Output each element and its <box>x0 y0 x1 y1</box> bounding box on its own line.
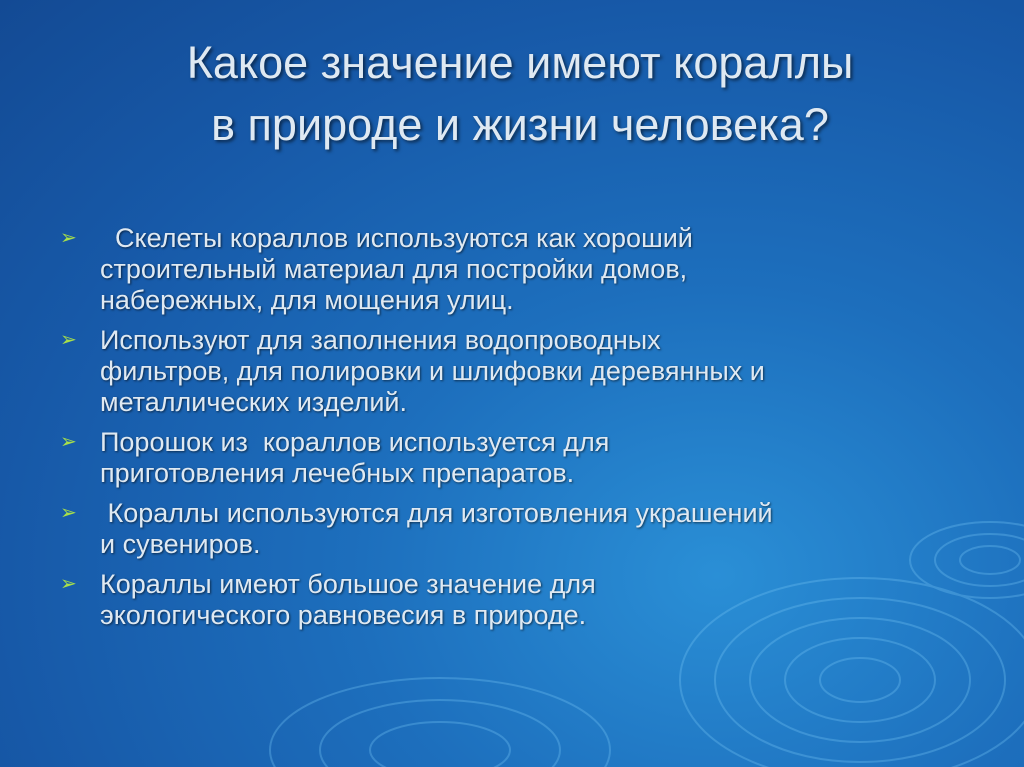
bullet-line: и сувениров. <box>100 529 261 559</box>
bullet-list <box>60 223 980 640</box>
slide-title <box>60 32 980 156</box>
bullet-item <box>60 325 980 418</box>
bullet-line: экологического равновесия в природе. <box>100 600 587 630</box>
arrow-bullet-icon: ➢ <box>60 329 77 351</box>
bullet-line: набережных, для мощения улиц. <box>100 285 514 315</box>
bullet-item <box>60 569 980 631</box>
arrow-bullet-icon: ➢ <box>60 431 77 453</box>
bullet-line: строительный материал для постройки домов, <box>100 254 688 284</box>
bullet-line: Скелеты кораллов используются как хороший <box>100 223 693 253</box>
bullet-item <box>60 498 980 560</box>
bullet-item <box>60 223 980 316</box>
arrow-bullet-icon: ➢ <box>60 227 77 249</box>
arrow-bullet-icon: ➢ <box>60 502 77 524</box>
bullet-line: Кораллы используются для изготовления украшений <box>100 498 773 528</box>
bullet-line: фильтров, для полировки и шлифовки деревянных и <box>100 356 765 386</box>
bullet-line: металлических изделий. <box>100 387 407 417</box>
bullet-line: приготовления лечебных препаратов. <box>100 458 575 488</box>
slide-title-line-2: в природе и жизни человека? <box>211 99 829 150</box>
bullet-line: Используют для заполнения водопроводных <box>100 325 661 355</box>
arrow-bullet-icon: ➢ <box>60 573 77 595</box>
slide-title-line-1: Какое значение имеют кораллы <box>186 37 854 88</box>
bullet-line: Порошок из кораллов используется для <box>100 427 610 457</box>
bullet-item <box>60 427 980 489</box>
bullet-line: Кораллы имеют большое значение для <box>100 569 596 599</box>
